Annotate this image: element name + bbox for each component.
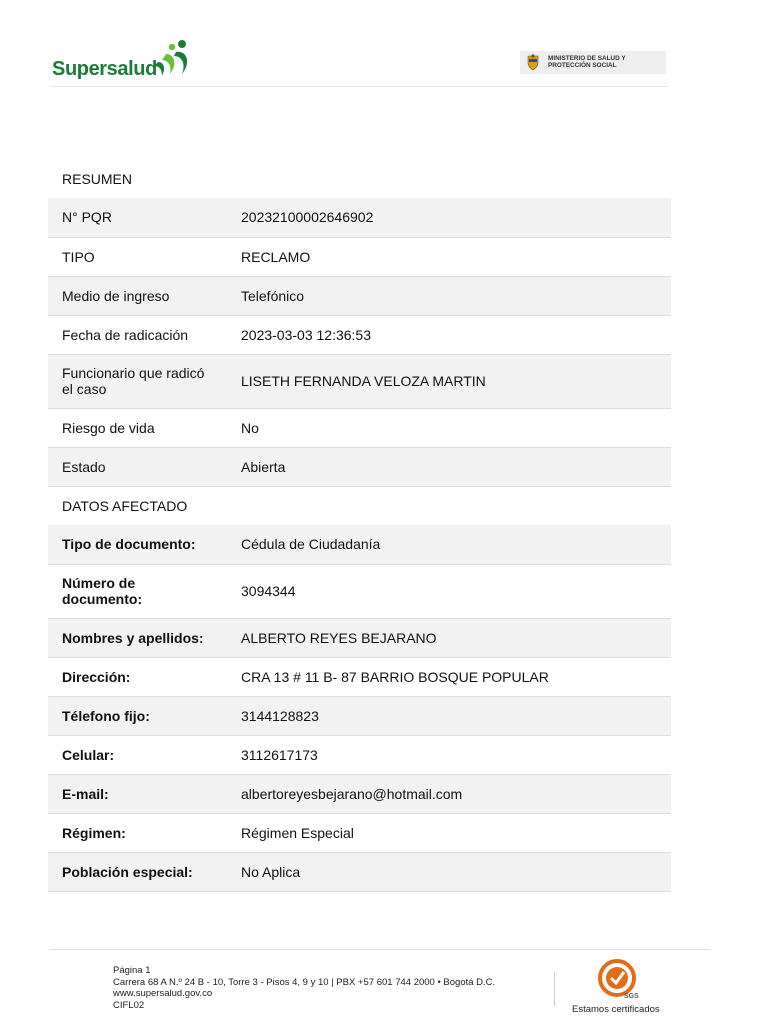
table-row xyxy=(48,354,671,408)
row-value: 3112617173 xyxy=(241,746,318,763)
row-value: Régimen Especial xyxy=(241,824,354,841)
table-row xyxy=(48,774,671,813)
table-row xyxy=(48,408,671,447)
table-row xyxy=(48,525,671,564)
row-label: Celular: xyxy=(62,746,115,763)
row-label: Medio de ingreso xyxy=(62,287,170,304)
table-row xyxy=(48,276,671,315)
footer-website: www.supersalud.gov.co xyxy=(113,988,213,999)
row-value: Abierta xyxy=(241,458,286,475)
table-row xyxy=(48,657,671,696)
page-header xyxy=(50,36,668,87)
row-label: Funcionario que radicó el caso xyxy=(62,365,205,397)
supersalud-logo xyxy=(52,38,192,82)
section-header-row xyxy=(48,159,671,198)
row-label: Población especial: xyxy=(62,863,193,880)
page-number: Página 1 xyxy=(113,965,151,976)
logo-text: Supersalud xyxy=(52,58,157,80)
row-value: albertoreyesbejarano@hotmail.com xyxy=(241,785,463,802)
table-row xyxy=(48,564,671,618)
row-value: CRA 13 # 11 B- 87 BARRIO BOSQUE POPULAR xyxy=(241,668,549,685)
certified-label: Estamos certificados xyxy=(572,1004,660,1015)
ministry-text: MINISTERIO DE SALUD Y PROTECCIÓN SOCIAL xyxy=(548,55,626,69)
row-value: 20232100002646902 xyxy=(241,209,374,226)
row-label: Régimen: xyxy=(62,824,126,841)
row-label: Dirección: xyxy=(62,668,131,685)
row-value: 3094344 xyxy=(241,583,296,599)
row-value: Telefónico xyxy=(241,287,305,304)
row-value: Cédula de Ciudadanía xyxy=(241,536,381,553)
table-row xyxy=(48,618,671,657)
row-label: TIPO xyxy=(62,248,95,265)
row-label: Fecha de radicación xyxy=(62,326,189,343)
table-row xyxy=(48,696,671,735)
sgs-label: SGS xyxy=(624,993,639,1000)
row-label: Tipo de documento: xyxy=(62,536,196,553)
pqr-summary-table xyxy=(48,159,671,892)
row-label: Estado xyxy=(62,458,106,475)
ministry-logo xyxy=(520,51,666,74)
row-label: Riesgo de vida xyxy=(62,419,155,436)
footer-code: CIFL02 xyxy=(113,999,145,1011)
row-label: Nombres y apellidos: xyxy=(62,629,204,646)
table-row xyxy=(48,852,671,891)
row-value: RECLAMO xyxy=(241,248,311,265)
row-value: No xyxy=(241,419,259,436)
footer-divider xyxy=(50,949,710,950)
sgs-certification-icon xyxy=(596,958,640,1000)
supersalud-people-icon xyxy=(152,38,192,78)
row-label: E-mail: xyxy=(62,785,109,802)
page-footer xyxy=(113,965,495,1011)
row-label: RESUMEN xyxy=(62,170,133,187)
section-header-row xyxy=(48,486,671,525)
row-value: 3144128823 xyxy=(241,707,319,724)
row-label: N° PQR xyxy=(62,209,112,226)
table-row xyxy=(48,813,671,852)
coat-of-arms-icon xyxy=(526,54,540,71)
row-value: No Aplica xyxy=(241,863,301,880)
footer-address: Carrera 68 A N.º 24 B - 10, Torre 3 - Pisos 4, 9 y 10 | PBX +57 601 744 2000 • Bogotá D.C. xyxy=(113,976,496,988)
table-row xyxy=(48,735,671,774)
table-row xyxy=(48,315,671,354)
table-row xyxy=(48,198,671,237)
row-label: DATOS AFECTADO xyxy=(62,497,188,514)
row-value: LISETH FERNANDA VELOZA MARTIN xyxy=(241,373,486,389)
table-row xyxy=(48,237,671,276)
row-value xyxy=(227,159,671,198)
row-value: 2023-03-03 12:36:53 xyxy=(241,326,371,343)
footer-vertical-divider xyxy=(554,972,555,1006)
row-label: Télefono fijo: xyxy=(62,707,150,724)
table-row xyxy=(48,447,671,486)
row-label: Número de documento: xyxy=(62,575,143,607)
row-value: ALBERTO REYES BEJARANO xyxy=(241,629,437,646)
row-value xyxy=(227,486,671,525)
